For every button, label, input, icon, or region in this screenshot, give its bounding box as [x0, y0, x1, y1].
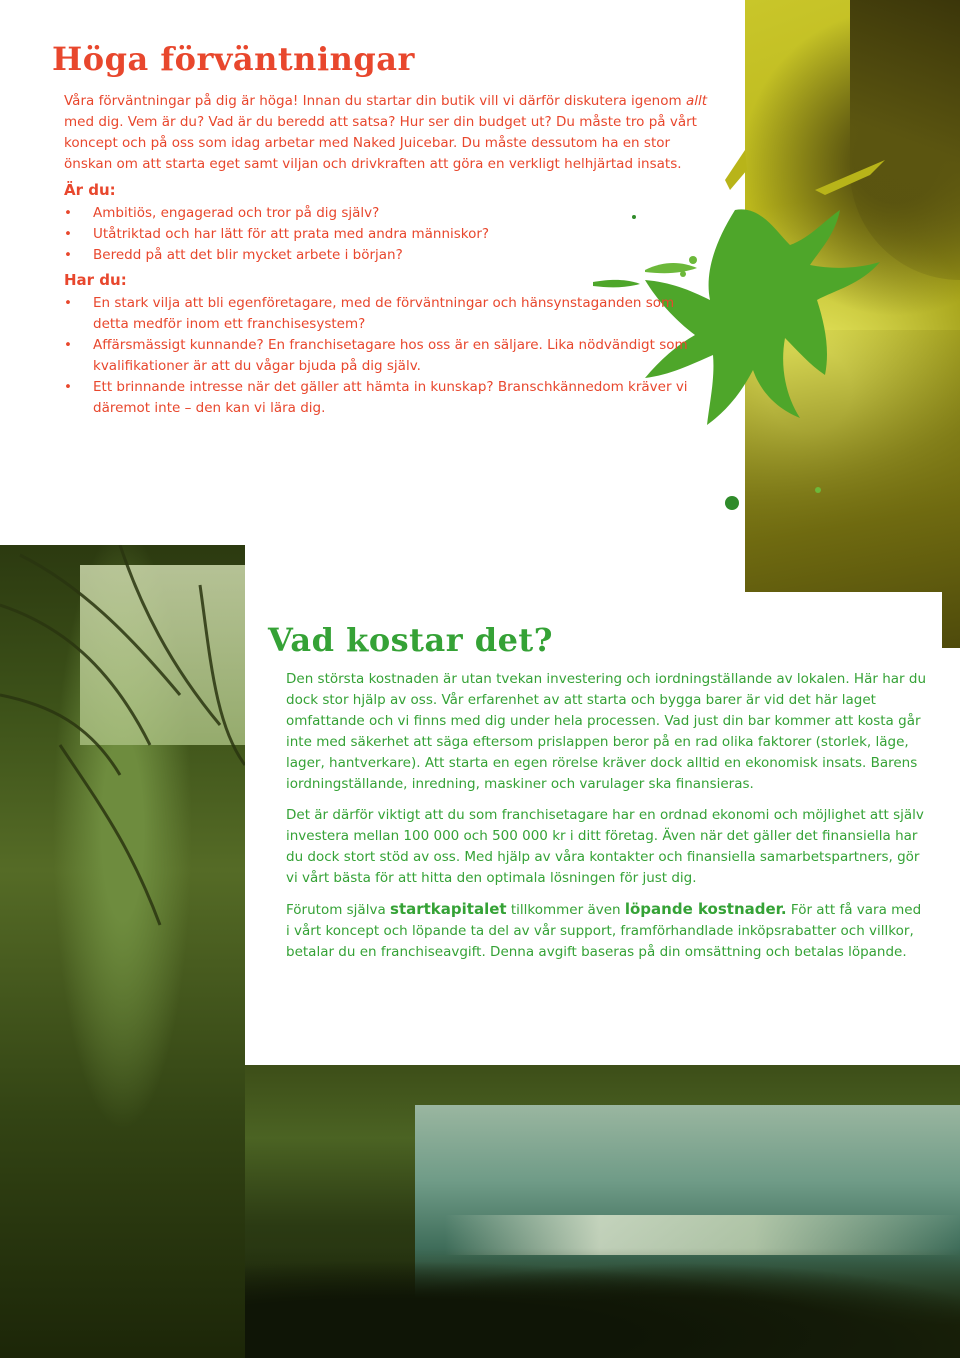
section2-paragraph-1: Den största kostnaden är utan tvekan investering och iordningställande av lokalen. Här har du dock stor hjälp av oss. Vår erfarenhet av att starta och bygga barer är vid det här laget omfattande och vi finns med dig under hela processen. Vad just din bar kommer att kosta går inte med säkerhet att säga eftersom prislappen beror på en rad olika faktorer (storlek, läge, lager, hantverkare). Att starta en egen rörelse kräver dock alltid en ekonomisk insats. Barens iordningställande, inredning, maskiner och varulager ska finansieras.	[286, 671, 926, 792]
startkapital-emphasis: startkapitalet	[390, 900, 507, 918]
list-item: • En stark vilja att bli egenföretagare, med de förväntningar och hänsynstaganden som detta medför inom ett franchisesystem?	[64, 293, 714, 335]
list-item: • Ambitiös, engagerad och tror på dig själv?	[64, 203, 714, 224]
have-you-list	[64, 293, 714, 419]
section1-body	[64, 91, 714, 423]
p3-text-b: tillkommer även	[506, 902, 625, 918]
list-item: • Ett brinnande intresse när det gäller att hämta in kunskap? Branschkännedom kräver vi däremot inte – den kan vi lära dig.	[64, 377, 714, 419]
list-item: • Affärsmässigt kunnande? En franchisetagare hos oss är en säljare. Lika nödvändigt som kvalifikationer är att du vågar bjuda på dig själv.	[64, 335, 714, 377]
intro-text-a: Våra förväntningar på dig är höga! Innan du startar din butik vill vi därför diskutera igenom	[64, 93, 686, 109]
are-you-heading: Är du:	[64, 181, 116, 199]
section2-paragraph-3	[286, 899, 926, 963]
have-you-heading: Har du:	[64, 271, 127, 289]
running-costs-emphasis: löpande kostnader.	[624, 900, 787, 918]
intro-italic-word: allt	[685, 93, 708, 109]
are-you-list	[64, 203, 714, 266]
white-notch	[942, 648, 960, 708]
tree-branches	[0, 545, 245, 1358]
list-item: • Beredd på att det blir mycket arbete i början?	[64, 245, 714, 266]
list-item: • Utåtriktad och har lätt för att prata med andra människor?	[64, 224, 714, 245]
intro-text-b: med dig. Vem är du? Vad är du beredd att satsa? Hur ser din budget ut? Du måste tro på vårt koncept och på oss som idag arbetar med Naked Juicebar. Du måste dessutom ha en stor önskan om att starta eget samt viljan och drivkraften att göra en verkligt helhjärtad insats.	[64, 114, 697, 172]
section1-title: Höga förväntningar	[52, 40, 415, 78]
p3-text-c: För att få vara med i vårt koncept och löpande ta del av vår support, framförhandlade inköpsrabatter och villkor, betalar du en franchiseavgift. Denna avgift baseras på din omsättning och betalas löpande.	[286, 902, 922, 960]
shore-rocks	[245, 1248, 960, 1358]
forest-photo	[0, 545, 245, 1358]
shore-photo	[245, 1065, 960, 1358]
section2-title: Vad kostar det?	[268, 621, 553, 659]
p3-text-a: Förutom själva	[286, 902, 391, 918]
section2-paragraph-2: Det är därför viktigt att du som franchisetagare har en ordnad ekonomi och möjlighet att själv investera mellan 100 000 och 500 000 kr i ditt företag. Även när det gäller det finansiella har du dock stort stöd av oss. Med hjälp av våra kontakter och finansiella samarbetspartners, gör vi vårt bästa för att hitta den optimala lösningen för just dig.	[286, 807, 924, 886]
section1-intro	[64, 91, 714, 175]
section2-body	[286, 669, 926, 973]
